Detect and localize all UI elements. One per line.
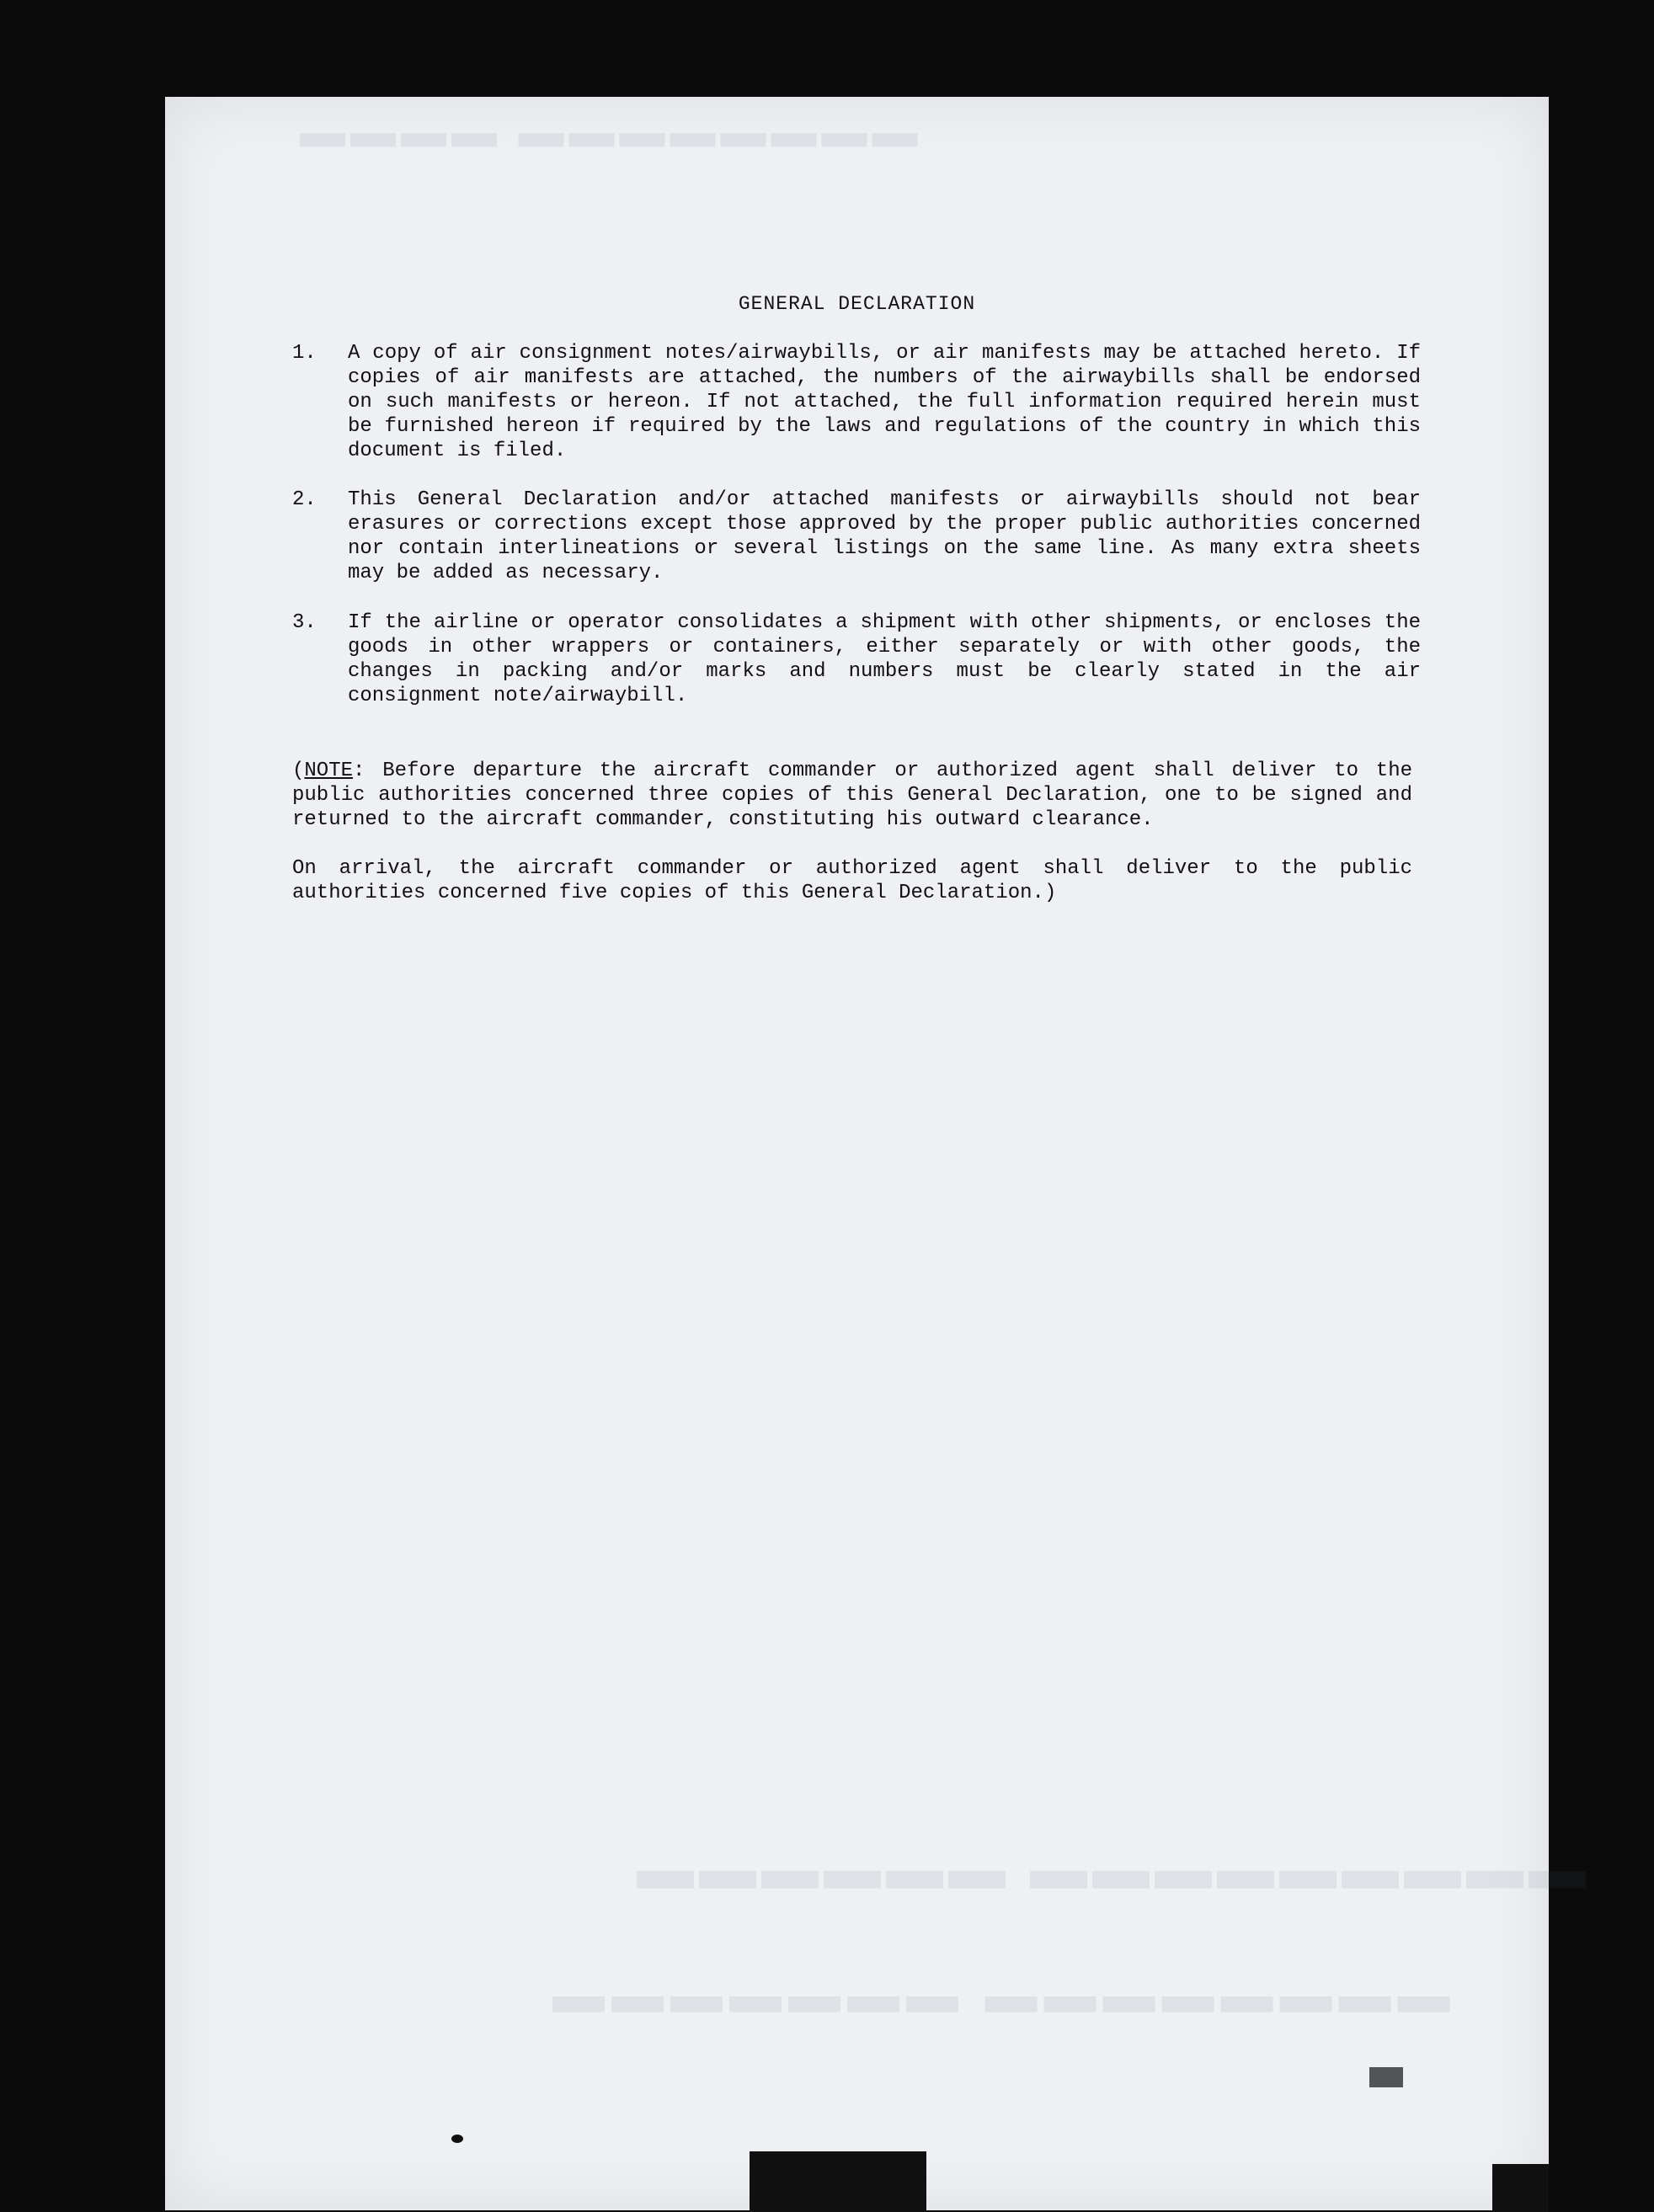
show-through-text: ▬▬▬▬ ▬▬▬▬▬▬▬▬ bbox=[300, 123, 923, 173]
show-through-text: ▬▬▬▬▬▬ ▬▬▬▬▬▬▬▬▬ bbox=[637, 1858, 1591, 1922]
scan-artifact bbox=[1369, 2067, 1403, 2087]
departure-note bbox=[292, 759, 1412, 832]
scan-artifact bbox=[750, 2151, 926, 2212]
scan-artifact bbox=[1492, 2164, 1549, 2212]
instruction-item-3 bbox=[292, 610, 1421, 708]
note-open-paren: ( bbox=[292, 760, 305, 782]
note-text: Before departure the aircraft commander or authorized agent shall deliver to the public authorities concerned three copies of this General Declaration, one to be signed and returned to the aircraft commander, constituting his outward clearance. bbox=[292, 760, 1412, 831]
item-number: 1. bbox=[292, 342, 317, 365]
item-number: 3. bbox=[292, 611, 317, 634]
document-title: GENERAL DECLARATION bbox=[738, 293, 976, 315]
item-text: If the airline or operator consolidates a shipment with other shipments, or encloses the goods in other wrappers or containers, either separately or with other goods, the changes in packing and/or marks and numbers must be clearly stated in the air consignment note/airwaybill. bbox=[348, 611, 1421, 707]
scan-artifact bbox=[451, 2135, 463, 2143]
item-text: This General Declaration and/or attached manifests or airwaybills should not bear erasures or corrections except those approved by the proper public authorities concerned nor contain interlineations or several listings on the same line. As many extra sheets may be added as necessary. bbox=[348, 488, 1421, 584]
item-text: A copy of air consignment notes/airwaybills, or air manifests may be attached hereto. If copies of air manifests are attached, the numbers of the airwaybills shall be endorsed on such manifests or hereon. If not attached, the full information required herein must be furnished hereon if required by the laws and regulations of the country in which this document is filed. bbox=[348, 342, 1421, 462]
item-number: 2. bbox=[292, 488, 317, 511]
note-label: NOTE bbox=[304, 760, 354, 782]
arrival-note: On arrival, the aircraft commander or authorized agent shall deliver to the public authorities concerned five copies of this General Declaration.) bbox=[292, 857, 1412, 904]
show-through-text: ▬▬▬▬▬▬▬ ▬▬▬▬▬▬▬▬ bbox=[552, 1985, 1457, 2042]
document-page bbox=[165, 97, 1591, 2210]
instruction-item-2 bbox=[292, 488, 1421, 585]
instruction-item-1 bbox=[292, 341, 1421, 463]
note-colon: : bbox=[353, 760, 365, 782]
